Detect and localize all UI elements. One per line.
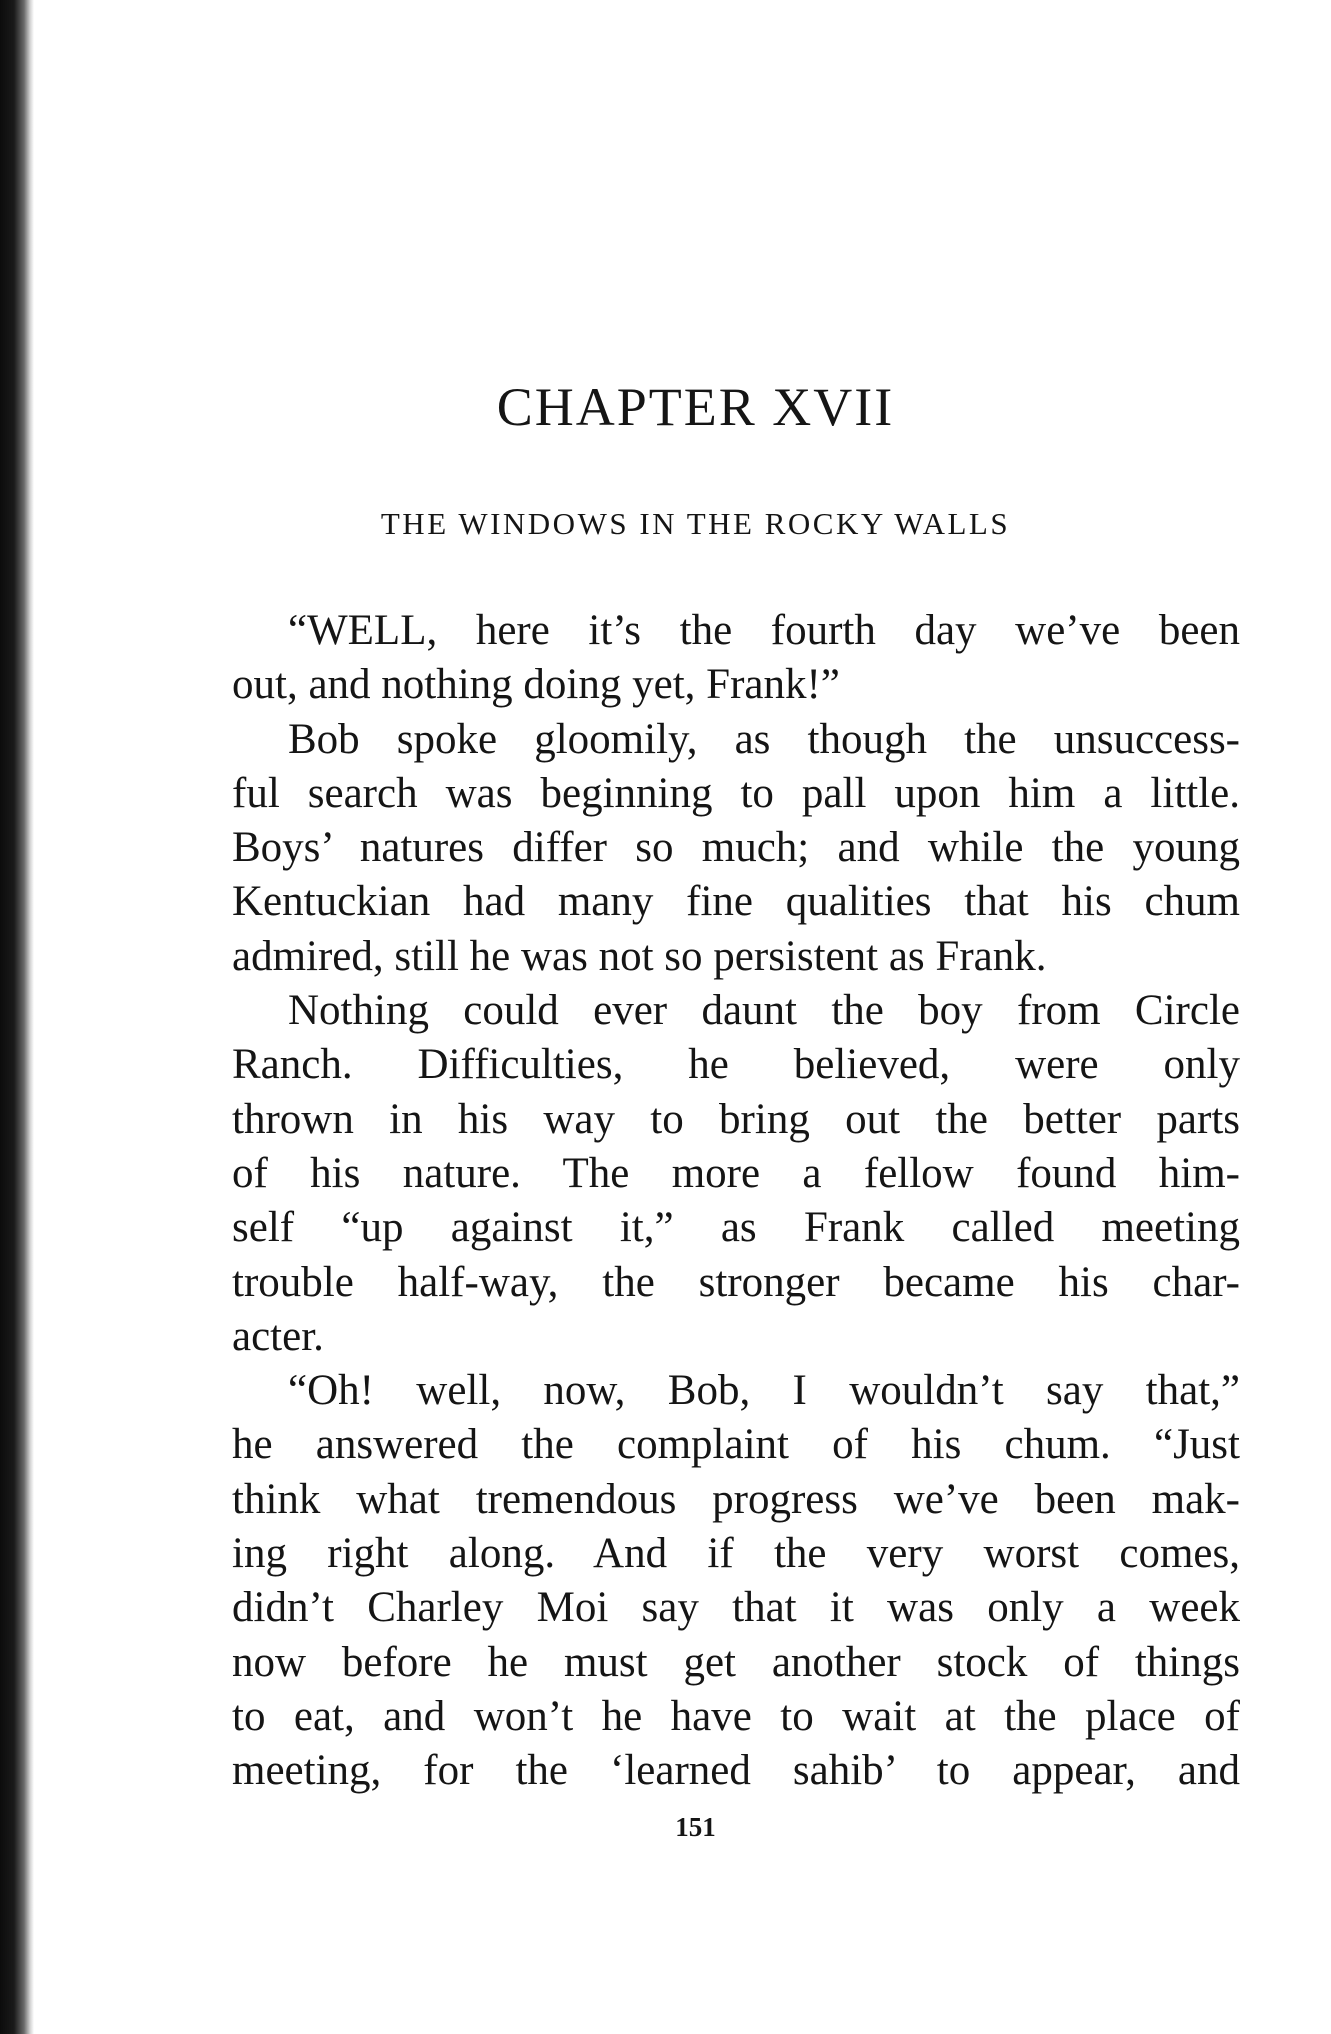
page-number: 151 <box>675 1812 716 1842</box>
text-line: Ranch. Difficulties, he believed, were only <box>232 1041 1240 1089</box>
text-line: trouble half-way, the stronger became his char- <box>232 1258 1240 1306</box>
text-line: ful search was beginning to pall upon him a little. <box>232 769 1240 817</box>
text-line: Boys’ natures differ so much; and while the young <box>232 824 1240 872</box>
text-line: ing right along. And if the very worst comes, <box>232 1530 1240 1578</box>
text-line: “WELL, here it’s the fourth day we’ve been <box>288 607 1240 654</box>
chapter-body-text <box>232 604 1240 1799</box>
text-line: admired, still he was not so persistent as Frank. <box>232 932 1047 980</box>
text-line: of his nature. The more a fellow found him- <box>232 1149 1240 1197</box>
text-line: to eat, and won’t he have to wait at the place of <box>232 1692 1240 1740</box>
book-binding-edge <box>0 0 34 2034</box>
chapter-heading: CHAPTER XVII <box>496 377 895 437</box>
text-line: he answered the complaint of his chum. “Just <box>232 1421 1240 1469</box>
text-line: self “up against it,” as Frank called meeting <box>232 1204 1240 1252</box>
text-line: now before he must get another stock of things <box>232 1638 1240 1686</box>
text-line: acter. <box>232 1312 324 1360</box>
text-line: out, and nothing doing yet, Frank!” <box>232 661 840 709</box>
chapter-subtitle: THE WINDOWS IN THE ROCKY WALLS <box>380 506 1011 541</box>
text-line: meeting, for the ‘learned sahib’ to appear, and <box>232 1747 1240 1795</box>
text-line: thrown in his way to bring out the better parts <box>232 1095 1240 1143</box>
text-line: “Oh! well, now, Bob, I wouldn’t say that,” <box>288 1367 1240 1415</box>
text-line: think what tremendous progress we’ve been mak- <box>232 1475 1240 1523</box>
text-line: Kentuckian had many fine qualities that his chum <box>232 878 1240 926</box>
text-line: didn’t Charley Moi say that it was only a week <box>232 1584 1240 1632</box>
text-line: Bob spoke gloomily, as though the unsuccess- <box>288 715 1240 763</box>
text-line: Nothing could ever daunt the boy from Circle <box>288 987 1240 1035</box>
